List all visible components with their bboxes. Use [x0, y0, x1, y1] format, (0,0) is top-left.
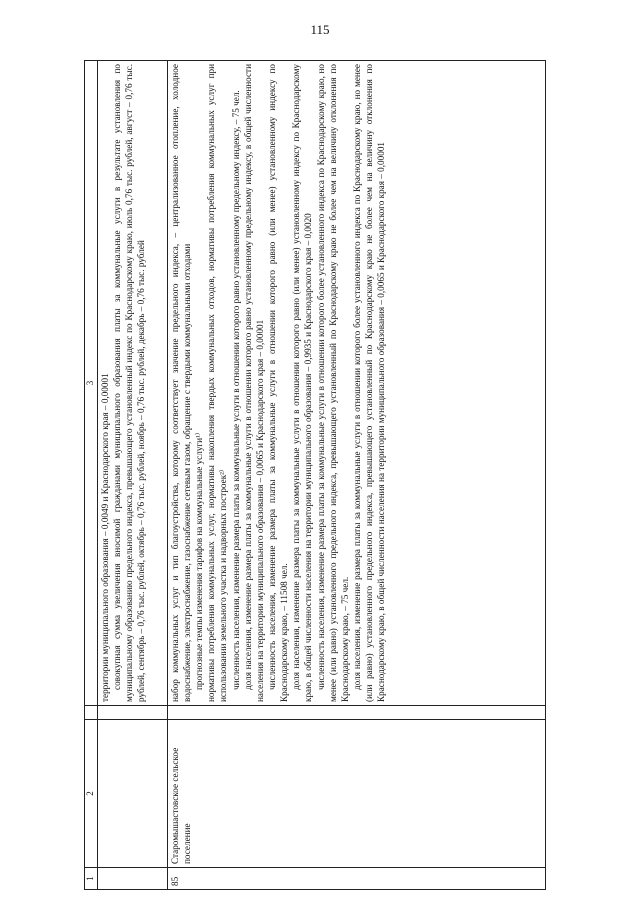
paragraph: доля населения, изменение размера платы за коммунальные услуги в отношении которого более установленного индекса по Краснодарскому краю, но менее (или равно) установленного предельного индекса, превышающего установленный по Краснодарскому краю не более чем на величину отклонения по Краснодарскому краю, в общей численности населения на территории муниципального образования – 0,0065 и Краснодарского края – 0,00001: [351, 64, 387, 702]
header-col-2: 2: [85, 720, 98, 868]
continuation-line-1: территории муниципального образования – 0,0049 и Краснодарского края – 0,00001: [99, 373, 110, 702]
data-table: [84, 60, 546, 890]
paragraph: численность населения, изменение размера платы за коммунальные услуги в отношении которого равно установленному предельному индексу, – 75 чел.: [230, 90, 241, 690]
header-row: [85, 61, 98, 890]
table-row: [167, 61, 545, 890]
header-col-1: 1: [85, 868, 98, 890]
paragraph: нормативы потребления коммунальных услуг, нормативы накопления твердых коммунальных отходов, нормативы потребления коммунальных услуг при использовании земельного участка и надворных построек²⁾: [206, 64, 229, 702]
paragraph: набор коммунальных услуг и тип благоустройства, которому соответствует значение предельного индекса, – централизованное отопление, холодное водоснабжение, электроснабжение, газоснабжение сетевым газом, обращение с твердыми коммунальными отходами: [169, 64, 193, 702]
page-number: 115: [310, 22, 330, 37]
continuation-cell: [97, 61, 167, 706]
header-col-blank: [85, 706, 98, 720]
row-details: [167, 61, 545, 706]
rotated-table-container: [84, 60, 546, 890]
continuation-row: [97, 61, 167, 890]
paragraph: численность населения, изменение размера платы за коммунальные услуги в отношении которого равно (или менее) установленному индексу по Краснодарскому краю, – 11508 чел.: [267, 64, 290, 702]
paragraph: доля населения, изменение размера платы за коммунальные услуги в отношении которого равно установленному предельному индексу, в общей численности населения на территории муниципального образования – 0,0065 и Краснодарского края – 0,00001: [242, 64, 265, 702]
row-number: 85: [167, 868, 545, 890]
continuation-line-2: совокупная сумма увеличения вносимой гражданами муниципального образования платы за коммунальные услуги в результате установления по муниципальному образованию предельного индекса, превышающего установленный индекс по Краснодарскому краю, июль 0,76 тыс. рублей, август – 0,76 тыс. рублей, сентябрь – 0,76 тыс. рублей, октябрь – 0,76 тыс. рублей, ноябрь – 0,76 тыс. рублей, декабрь – 0,76 тыс. рублей: [112, 64, 147, 702]
paragraph: доля населения, изменение размера платы за коммунальные услуги в отношении которого равно (или менее) установленному индексу по Краснодарскому краю, в общей численности населения на территории муниципального образования – 0,9935 и Краснодарского края – 0,0020: [291, 64, 314, 702]
header-col-3: 3: [85, 61, 98, 706]
paragraph: прогнозные темпы изменения тарифов на коммунальные услуги¹⁾: [194, 432, 205, 690]
paragraph: численность населения, изменение размера платы за коммунальные услуги в отношении которого более установленного индекса по Краснодарскому краю, но менее (или равно) установленного предельного индекса, превышающего установленный по Краснодарскому краю не более чем на величину отклонения по Краснодарскому краю, – 75 чел.: [315, 64, 350, 702]
row-name: Старомышастовское сельское поселение: [167, 720, 545, 868]
